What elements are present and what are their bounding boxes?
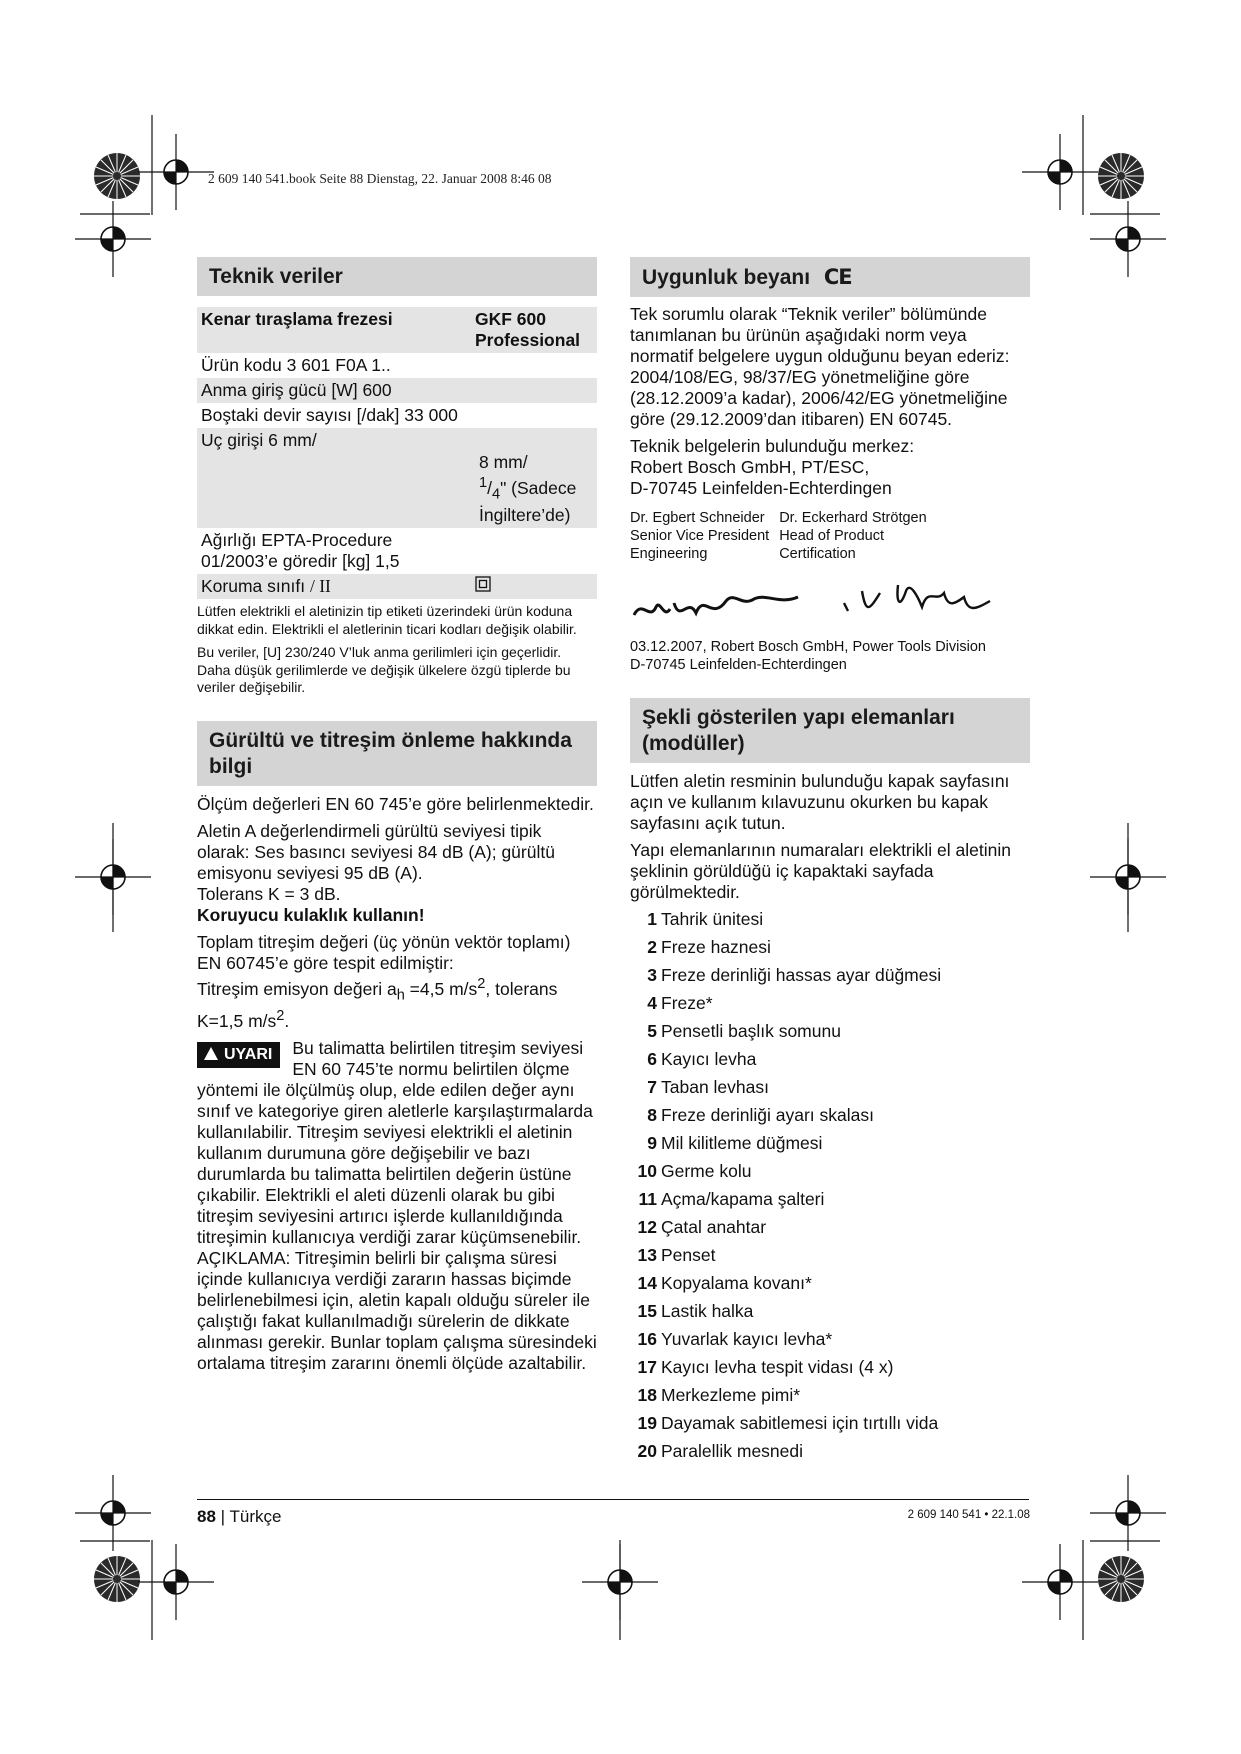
part-text: Freze* — [661, 993, 713, 1013]
product-value: GKF 600 Professional — [475, 309, 581, 350]
tech-file-company: Robert Bosch GmbH, PT/ESC, — [630, 457, 870, 477]
warning-block — [197, 1034, 597, 1248]
explanation-text: AÇIKLAMA: Titreşimin belirli bir çalışma süresi içinde kullanıcıya verdiği zararın hassas biçimde belirlenebilmesi için, aletin kapalı olduğu süreler ile çalıştığı fakat kullanılmadığı sürelerin de dikkate alınması gerekir. Bunlar toplam çalışma süresindeki ortalama titreşim zararını önemli ölçüde azaltabilir. — [197, 1247, 597, 1373]
part-number: 12 — [637, 1217, 657, 1237]
part-number: 3 — [647, 965, 657, 985]
part-text: Paralellik mesnedi — [661, 1441, 804, 1461]
part-text: Lastik halka — [661, 1301, 754, 1321]
spec-value: 1,5 — [375, 551, 400, 572]
spec-label: Boştaki devir sayısı [/dak] — [201, 405, 400, 425]
parts-list-item — [630, 909, 1030, 930]
collet-label: Uç girişi — [201, 430, 264, 450]
part-text: Merkezleme pimi* — [661, 1385, 801, 1405]
signatories — [630, 509, 1030, 563]
spec-value: 3 601 F0A 1.. — [286, 355, 391, 375]
parts-list-item — [630, 1441, 1030, 1462]
parts-list-item — [630, 1329, 1030, 1350]
part-number: 11 — [638, 1189, 657, 1209]
parts-list-item — [630, 1189, 1030, 1210]
parts-list-item — [630, 1077, 1030, 1098]
part-number: 16 — [637, 1329, 657, 1349]
footer-language: Türkçe — [229, 1507, 282, 1526]
part-number: 8 — [647, 1105, 657, 1125]
conformity-p1: Tek sorumlu olarak “Teknik veriler” bölümünde tanımlanan bu ürünün aşağıdaki norm veya normatif belgelere uygun olduğunu beyan ederiz: 2004/108/EG, 98/37/EG yönetmeliğine göre (28.12.2009’a kadar), 2006/42/EG yönetmeliğine göre (29.12.2009’dan itibaren) EN 60745. — [630, 304, 1010, 429]
part-text: Tahrik ünitesi — [661, 909, 764, 929]
book-header-line: 2 609 140 541.book Seite 88 Dienstag, 22. Januar 2008 8:46 08 — [208, 171, 552, 186]
part-text: Yuvarlak kayıcı levha* — [661, 1329, 833, 1349]
part-number: 14 — [637, 1273, 657, 1293]
product-label: Kenar tıraşlama frezesi — [201, 309, 393, 329]
parts-list-item — [630, 1301, 1030, 1322]
spec-row-speed — [197, 403, 597, 428]
collet-value-1: 6 mm/ — [268, 430, 317, 450]
part-text: Freze derinliği hassas ayar düğmesi — [661, 965, 942, 985]
part-text: Dayamak sabitlemesi için tırtıllı vida — [661, 1413, 939, 1433]
signature-scribbles — [630, 563, 1030, 639]
signatory-1: Dr. Egbert Schneider Senior Vice President Engineering — [630, 510, 770, 562]
part-text: Çatal anahtar — [661, 1217, 767, 1237]
tech-note-1: Lütfen elektrikli el aletinizin tip etiketi üzerindeki ürün koduna dikkat edin. Elektrikli el aletlerinin ticari kodları değişik olabilir. — [197, 603, 577, 637]
warning-triangle-icon — [204, 1047, 218, 1060]
part-text: Freze haznesi — [661, 937, 771, 957]
parts-list-item — [630, 993, 1030, 1014]
part-number: 15 — [637, 1301, 657, 1321]
warning-text: Bu talimatta belirtilen titreşim seviyesi EN 60 745’te normu belirtilen ölçme yöntemi ile ölçülmüş olup, elde edilen değer aynı sınıf ve kategoriye giren aletlerle karşılaştırmalarda kullanılabilir. Titreşim seviyesi elektrikli el aletinin kullanım durumuna göre değişebilir ve bazı durumlarda bu talimatta belirtilen değerin üstüne çıkabilir. Elektrikli el aleti düzenli olarak bu gibi titreşim seviyesini artırıcı işlerde kullanıldığında titreşimin kullanıcıya verdiği zarar küçümsenebilir. — [197, 1037, 593, 1247]
footer-left — [197, 1507, 281, 1527]
part-text: Germe kolu — [661, 1161, 752, 1181]
spec-label: Ürün kodu — [201, 355, 282, 375]
part-number: 7 — [647, 1077, 657, 1097]
spec-row-code — [197, 353, 597, 378]
collet-value-2: 8 mm/ — [479, 452, 528, 472]
part-number: 10 — [637, 1161, 657, 1181]
part-text: Kayıcı levha — [661, 1049, 757, 1069]
parts-list-item — [630, 1021, 1030, 1042]
part-text: Pensetli başlık somunu — [661, 1021, 841, 1041]
tech-note-2: Bu veriler, [U] 230/240 V’luk anma gerilimleri için geçerlidir. Daha düşük gerilimlerde ve değişik ülkelere özgü tiplerde bu veriler değişebilir. — [197, 644, 571, 696]
part-text: Açma/kapama şalteri — [661, 1189, 825, 1209]
noise-ear-protection: Koruyucu kulaklık kullanın! — [197, 904, 425, 925]
page-number: 88 — [197, 1507, 216, 1526]
parts-p1: Lütfen aletin resminin bulunduğu kapak sayfasını açın ve kullanım kılavuzunu okurken bu kapak sayfasını açık tutun. — [630, 771, 1010, 833]
part-number: 9 — [647, 1133, 657, 1153]
parts-list-item — [630, 1133, 1030, 1154]
part-number: 17 — [637, 1357, 657, 1377]
declaration-address-line: D-70745 Leinfelden-Echterdingen — [630, 656, 847, 673]
part-number: 19 — [637, 1413, 657, 1433]
left-column — [197, 257, 597, 1374]
spec-label: Anma giriş gücü [W] — [201, 380, 358, 400]
spec-row-power — [197, 378, 597, 403]
signatory-2: Dr. Eckerhard Strötgen Head of Product Certification — [779, 510, 927, 562]
parts-list-item — [630, 1357, 1030, 1378]
parts-list-item — [630, 1105, 1030, 1126]
spec-value: / II — [309, 576, 331, 597]
spec-row-protection — [197, 574, 597, 599]
part-number: 13 — [637, 1245, 657, 1265]
parts-list-item — [630, 965, 1030, 986]
parts-list-item — [630, 1049, 1030, 1070]
parts-list-item — [630, 1217, 1030, 1238]
spec-row-collet — [197, 428, 597, 528]
warning-badge: UYARI — [197, 1042, 280, 1068]
right-column — [630, 257, 1030, 1469]
part-number: 18 — [637, 1385, 657, 1405]
parts-list-item — [630, 1385, 1030, 1406]
parts-list — [630, 909, 1030, 1462]
part-number: 2 — [647, 937, 657, 957]
part-number: 5 — [647, 1021, 657, 1041]
spec-label: Ağırlığı EPTA-Procedure 01/2003’e göredir [kg] — [201, 530, 393, 572]
parts-list-item — [630, 1273, 1030, 1294]
parts-list-item — [630, 937, 1030, 958]
ce-mark-icon: CE — [823, 265, 852, 289]
spec-table — [197, 307, 597, 599]
part-text: Kayıcı levha tespit vidası (4 x) — [661, 1357, 894, 1377]
vibration-p1: Toplam titreşim değeri (üç yönün vektör toplamı) EN 60745’e göre tespit edilmiştir: — [197, 931, 571, 973]
parts-list-item — [630, 1161, 1030, 1182]
parts-p2: Yapı elemanlarının numaraları elektrikli el aletinin şeklinin görüldüğü iç kapaktaki sayfada görülmektedir. — [630, 840, 1011, 902]
signature-2-text — [850, 563, 856, 564]
double-insulation-icon — [475, 576, 593, 597]
part-text: Kopyalama kovanı* — [661, 1273, 812, 1293]
part-number: 6 — [647, 1049, 657, 1069]
spec-label: Koruma sınıfı — [201, 576, 306, 597]
spec-value: 600 — [362, 380, 392, 400]
part-text: Freze derinliği ayarı skalası — [661, 1105, 874, 1125]
footer-doc-code: 2 609 140 541 • 22.1.08 — [907, 1509, 1030, 1521]
part-text: Penset — [661, 1245, 716, 1265]
parts-list-item — [630, 1245, 1030, 1266]
collet-value-3: $^1/_4$" (Sadece İngiltere’de) — [479, 475, 577, 526]
noise-tolerance: Tolerans K = 3 dB. — [197, 883, 341, 904]
spec-header-row — [197, 307, 597, 353]
tech-data-heading: Teknik veriler — [197, 257, 597, 296]
footer-separator: | — [215, 1507, 230, 1526]
part-number: 20 — [637, 1441, 657, 1461]
part-number: 1 — [647, 909, 657, 929]
noise-p1: Ölçüm değerleri EN 60 745’e göre belirlenmektedir. — [197, 793, 594, 814]
parts-heading: Şekli gösterilen yapı elemanları (modüller) — [630, 698, 1030, 763]
conformity-heading: Uygunluk beyanı CE — [630, 257, 1030, 297]
noise-heading: Gürültü ve titreşim önleme hakkında bilgi — [197, 721, 597, 786]
spec-row-weight — [197, 528, 597, 574]
vibration-values: Titreşim emisyon değeri $a_h =4,5$ $m/s^2$, tolerans K=1,5 $m/s^2$. — [197, 975, 558, 1031]
footer-rule — [197, 1499, 1029, 1500]
declaration-date-line: 03.12.2007, Robert Bosch GmbH, Power Tools Division — [630, 639, 986, 655]
part-text: Taban levhası — [661, 1077, 769, 1097]
part-text: Mil kilitleme düğmesi — [661, 1133, 823, 1153]
parts-list-item — [630, 1413, 1030, 1434]
signature-1-text — [630, 563, 637, 564]
part-number: 4 — [647, 993, 657, 1013]
signatures — [630, 563, 1030, 639]
tech-file-address: D-70745 Leinfelden-Echterdingen — [630, 478, 892, 498]
tech-file-heading: Teknik belgelerin bulunduğu merkez: — [630, 436, 915, 456]
spec-value: 33 000 — [404, 405, 458, 425]
noise-p2: Aletin A değerlendirmeli gürültü seviyesi tipik olarak: Ses basıncı seviyesi 84 dB (A); gürültü emisyonu seviyesi 95 dB (A). — [197, 820, 555, 883]
